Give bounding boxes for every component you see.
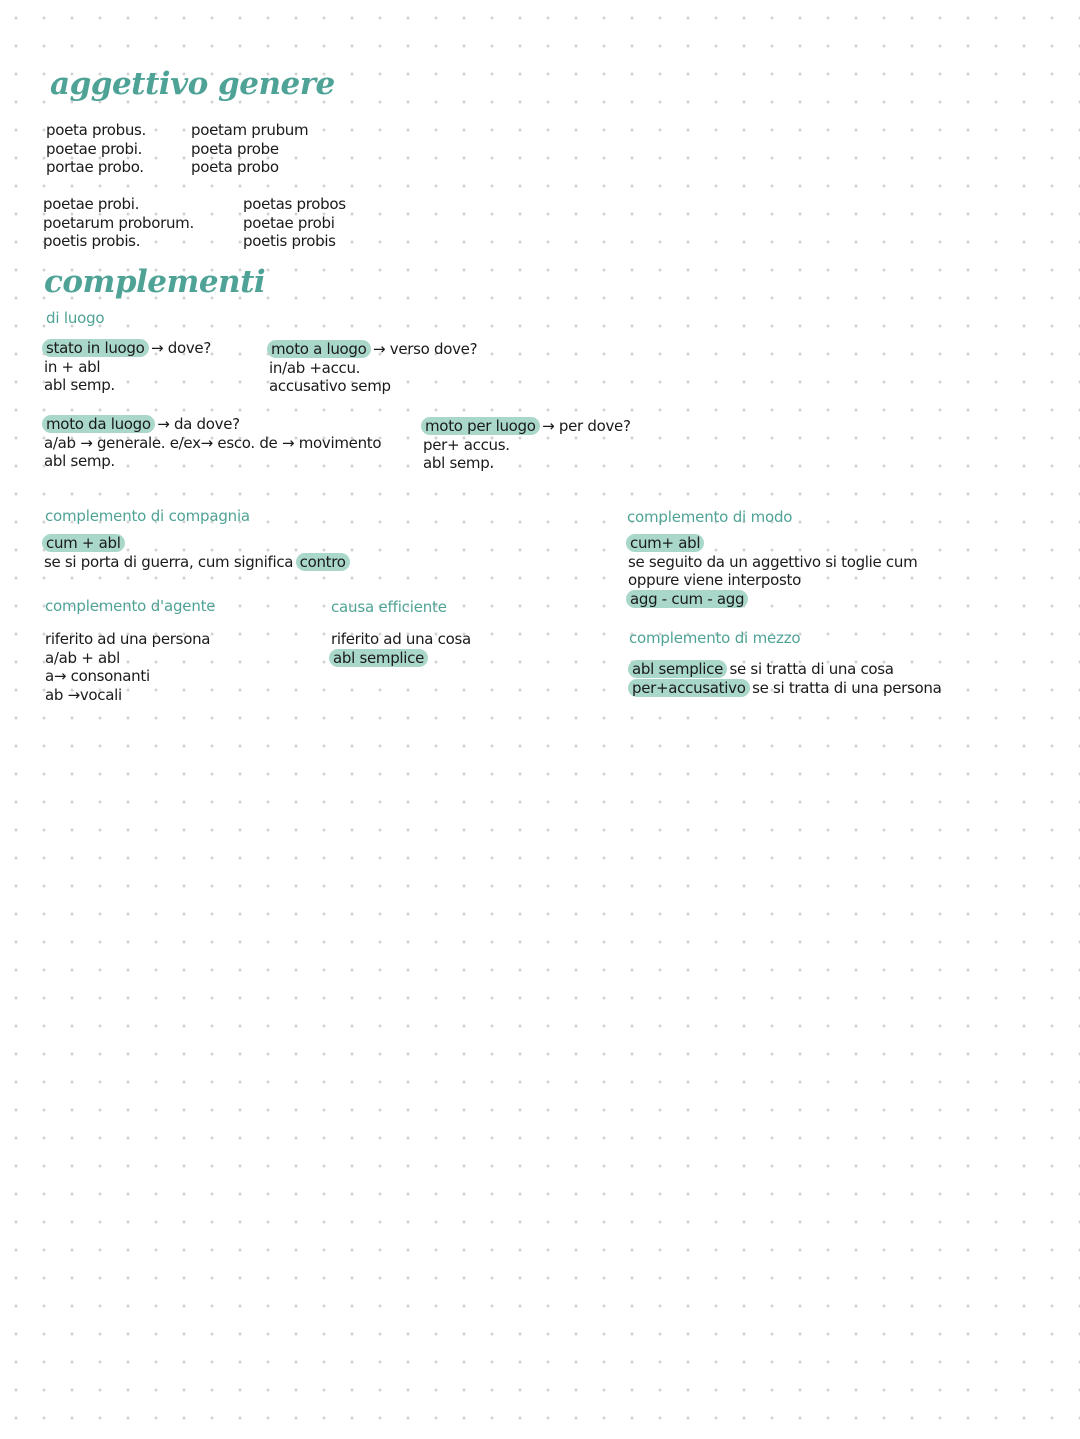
- subtitle-di-luogo: di luogo: [46, 309, 105, 327]
- rule-line: riferito ad una persona: [45, 630, 211, 648]
- question-text: → da dove?: [157, 415, 240, 433]
- declension-line: poetas probos: [243, 195, 346, 213]
- rule-text: se si tratta di una persona: [752, 678, 942, 697]
- highlight-moto-a-luogo: moto a luogo: [267, 340, 371, 358]
- subtitle-causa-efficiente: causa efficiente: [331, 598, 447, 616]
- declension-line: poetis probis: [243, 232, 336, 250]
- declension-line: poeta probe: [191, 139, 279, 158]
- highlight-moto-per-luogo: moto per luogo: [421, 417, 540, 435]
- highlight-abl-semplice: abl semplice: [628, 660, 727, 678]
- rule-line: in + abl: [44, 357, 101, 376]
- declension-line: poetis probis.: [43, 232, 141, 250]
- highlight-contro: contro: [296, 553, 350, 571]
- declension-line: poetae probi: [243, 213, 335, 232]
- modo-block: [628, 534, 917, 608]
- declension-line: poetarum proborum.: [43, 213, 194, 232]
- declension-line: poeta probo: [191, 158, 279, 176]
- rule-line: se seguito da un aggettivo si toglie cum: [628, 552, 918, 571]
- moto-a-luogo: [269, 340, 477, 396]
- causa-block: [331, 630, 471, 667]
- subtitle-compagnia: complemento di compagnia: [45, 507, 250, 525]
- declension-line: poetae probi.: [43, 195, 140, 213]
- highlight-cum-abl: cum + abl: [42, 534, 125, 552]
- highlight-stato-in-luogo: stato in luogo: [42, 339, 149, 357]
- declension-plural-col1: [43, 195, 194, 251]
- rule-line: accusativo semp: [269, 377, 391, 395]
- declension-line: portae probo.: [46, 158, 144, 176]
- rule-line: abl semp.: [44, 452, 115, 470]
- declension-singular-col1: [46, 121, 146, 177]
- heading-aggettivo-genere: aggettivo genere: [50, 66, 335, 102]
- compagnia-text: se si porta di guerra, cum significa: [44, 552, 294, 571]
- subtitle-mezzo: complemento di mezzo: [629, 629, 801, 647]
- moto-per-luogo: [423, 417, 631, 473]
- compagnia-block: [44, 534, 348, 571]
- question-text: → per dove?: [542, 417, 631, 435]
- question-text: → verso dove?: [373, 340, 478, 358]
- rule-line: abl semp.: [44, 376, 115, 394]
- declension-line: poeta probus.: [46, 121, 147, 139]
- highlight-cum-abl: cum+ abl: [626, 534, 704, 552]
- mezzo-block: [630, 660, 942, 697]
- heading-complementi: complementi: [44, 264, 266, 300]
- declension-plural-col2: [243, 195, 346, 251]
- highlight-moto-da-luogo: moto da luogo: [42, 415, 155, 433]
- rule-line: oppure viene interposto: [628, 571, 801, 589]
- highlight-per-accusativo: per+accusativo: [628, 679, 750, 697]
- highlight-abl-semplice: abl semplice: [329, 649, 428, 667]
- rule-line: a/ab + abl: [45, 648, 120, 667]
- subtitle-agente: complemento d'agente: [45, 597, 216, 615]
- moto-da-luogo: [44, 415, 381, 471]
- stato-in-luogo: [44, 339, 211, 395]
- question-text: → dove?: [150, 339, 211, 357]
- highlight-agg-cum-agg: agg - cum - agg: [626, 590, 748, 608]
- declension-line: poetae probi.: [46, 139, 143, 158]
- agente-block: [45, 630, 210, 704]
- rule-line: abl semp.: [423, 454, 494, 472]
- rule-text: se si tratta di una cosa: [729, 660, 894, 678]
- rule-line: a→ consonanti: [45, 667, 150, 685]
- rule-line: riferito ad una cosa: [331, 630, 471, 648]
- rule-line: a/ab → generale. e/ex→ esco. de → movimento: [44, 433, 382, 452]
- rule-line: per+ accus.: [423, 435, 510, 454]
- rule-line: ab →vocali: [45, 685, 122, 704]
- subtitle-modo: complemento di modo: [627, 508, 793, 526]
- rule-line: in/ab +accu.: [269, 358, 361, 377]
- declension-singular-col2: [191, 121, 308, 177]
- declension-line: poetam prubum: [191, 121, 309, 139]
